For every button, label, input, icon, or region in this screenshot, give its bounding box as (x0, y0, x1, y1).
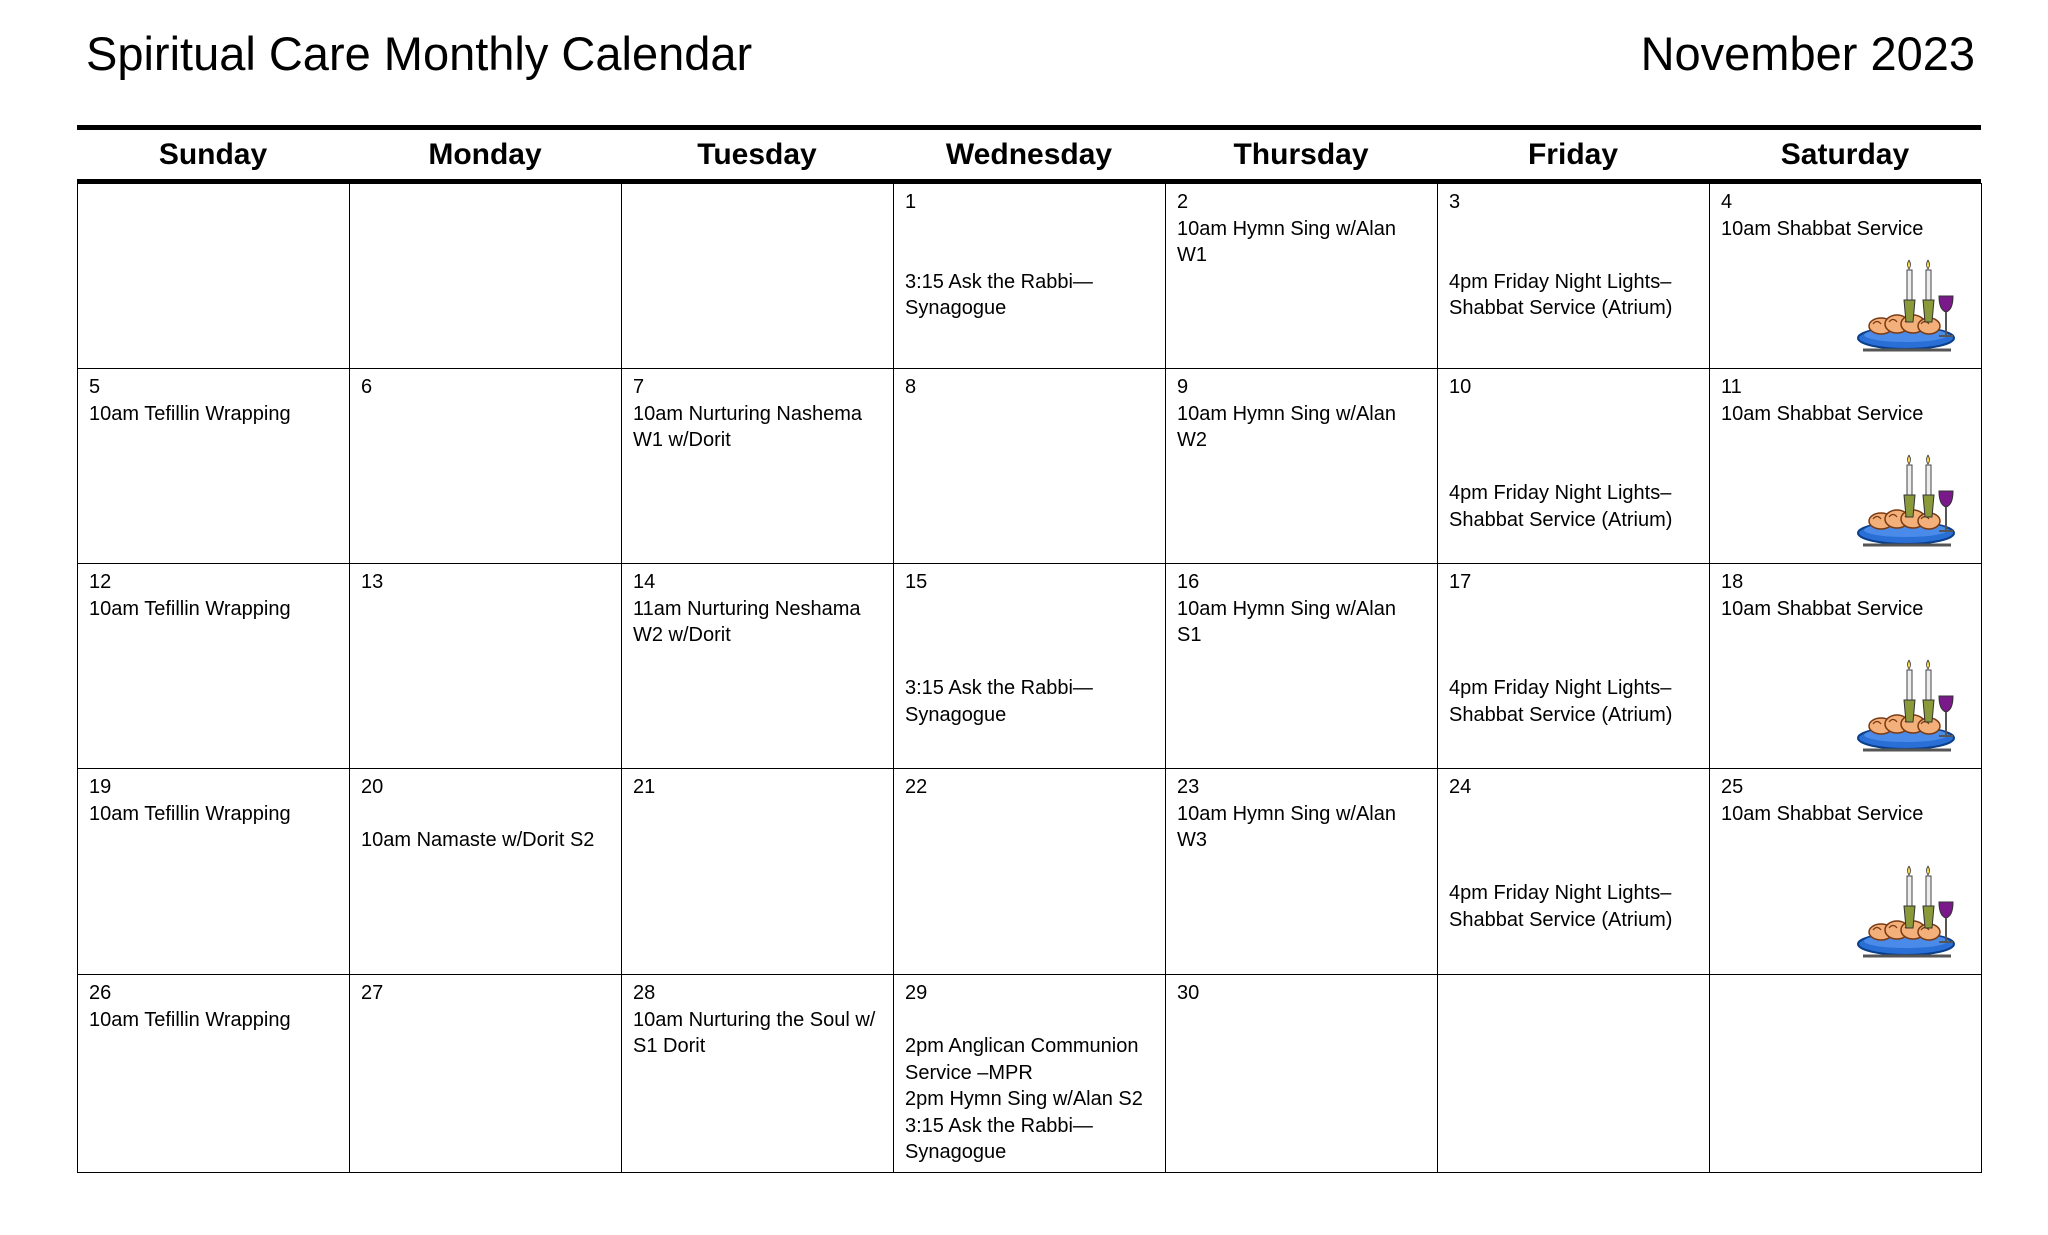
weekday-tuesday: Tuesday (697, 138, 817, 171)
day-number: 5 (89, 376, 101, 398)
day-cell-12 (78, 564, 350, 769)
day-number: 3 (1449, 191, 1461, 213)
week-row (78, 369, 1982, 564)
day-number: 10 (1449, 376, 1472, 398)
weekday-monday: Monday (428, 138, 542, 171)
calendar-event: 10am Hymn Sing w/Alan S1 (1177, 597, 1396, 646)
day-number: 2 (1177, 191, 1189, 213)
day-number: 8 (905, 376, 917, 398)
day-number: 22 (905, 776, 928, 798)
day-cell-27 (350, 975, 622, 1173)
day-cell-13 (350, 564, 622, 769)
day-number: 21 (633, 776, 656, 798)
day-cell-28 (622, 975, 894, 1173)
week-row (78, 564, 1982, 769)
day-cell-19 (78, 769, 350, 975)
calendar-event: 10am Nurturing Nashema W1 w/Dorit (633, 402, 862, 451)
day-number: 16 (1177, 571, 1200, 593)
shabbat-candles-challah-icon (1851, 658, 1963, 754)
calendar-event: 10am Hymn Sing w/Alan W3 (1177, 802, 1396, 851)
calendar-event: 10am Shabbat Service (1721, 217, 1924, 240)
calendar-event: 10am Tefillin Wrapping (89, 402, 291, 425)
weekday-saturday: Saturday (1780, 138, 1910, 171)
day-number: 1 (905, 191, 917, 213)
day-cell-8 (894, 369, 1166, 564)
day-cell-4 (1710, 184, 1982, 369)
day-cell-30 (1166, 975, 1438, 1173)
day-number: 28 (633, 982, 656, 1004)
calendar-event: 3:15 Ask the Rabbi— Synagogue (905, 1114, 1093, 1163)
day-cell-23 (1166, 769, 1438, 975)
day-number: 26 (89, 982, 112, 1004)
day-number: 12 (89, 571, 112, 593)
calendar-event: 10am Tefillin Wrapping (89, 597, 291, 620)
day-number: 13 (361, 571, 384, 593)
weekday-thursday: Thursday (1233, 138, 1369, 171)
day-number: 19 (89, 776, 112, 798)
day-cell-26 (78, 975, 350, 1173)
day-cell-7 (622, 369, 894, 564)
day-cell-6 (350, 369, 622, 564)
day-number: 6 (361, 376, 373, 398)
day-number: 4 (1721, 191, 1733, 213)
shabbat-candles-challah-icon (1851, 864, 1963, 960)
day-cell-14 (622, 564, 894, 769)
day-cell-11 (1710, 369, 1982, 564)
calendar-event: 10am Hymn Sing w/Alan W1 (1177, 217, 1396, 266)
day-number: 7 (633, 376, 645, 398)
day-cell-24 (1438, 769, 1710, 975)
day-cell-18 (1710, 564, 1982, 769)
calendar-event: 4pm Friday Night Lights– Shabbat Service (Atrium) (1449, 270, 1673, 319)
calendar-event: 10am Nurturing the Soul w/ S1 Dorit (633, 1008, 876, 1057)
calendar-event: 10am Namaste w/Dorit S2 (361, 829, 595, 851)
calendar-event: 2pm Anglican Communion Service –MPR (905, 1035, 1139, 1084)
calendar-event: 3:15 Ask the Rabbi— Synagogue (905, 677, 1093, 726)
day-number: 18 (1721, 571, 1744, 593)
calendar-event: 2pm Hymn Sing w/Alan S2 (905, 1088, 1143, 1110)
calendar-event: 3:15 Ask the Rabbi— Synagogue (905, 270, 1093, 319)
day-cell-9 (1166, 369, 1438, 564)
day-number: 20 (361, 776, 384, 798)
calendar-event: 10am Hymn Sing w/Alan W2 (1177, 402, 1396, 451)
day-cell-1 (894, 184, 1166, 369)
calendar-event: 10am Shabbat Service (1721, 597, 1924, 620)
calendar-event: 10am Shabbat Service (1721, 402, 1924, 425)
week-row (78, 769, 1982, 975)
day-number: 24 (1449, 776, 1472, 798)
empty-day-cell (1438, 975, 1710, 1173)
weekday-wednesday: Wednesday (945, 138, 1113, 171)
shabbat-candles-challah-icon (1851, 453, 1963, 549)
day-cell-3 (1438, 184, 1710, 369)
shabbat-candles-challah-icon (1851, 258, 1963, 354)
calendar-event: 11am Nurturing Neshama W2 w/Dorit (633, 597, 861, 646)
day-cell-16 (1166, 564, 1438, 769)
day-cell-20 (350, 769, 622, 975)
calendar-event: 10am Tefillin Wrapping (89, 1008, 291, 1031)
empty-day-cell (622, 184, 894, 369)
weekday-friday: Friday (1527, 138, 1619, 171)
day-cell-29 (894, 975, 1166, 1173)
day-cell-2 (1166, 184, 1438, 369)
calendar-event: 4pm Friday Night Lights– Shabbat Service (Atrium) (1449, 482, 1673, 531)
day-number: 25 (1721, 776, 1744, 798)
calendar-event: 4pm Friday Night Lights– Shabbat Service (Atrium) (1449, 882, 1673, 931)
day-number: 29 (905, 982, 928, 1004)
day-cell-17 (1438, 564, 1710, 769)
day-number: 11 (1721, 376, 1742, 398)
week-row (78, 975, 1982, 1173)
day-cell-5 (78, 369, 350, 564)
day-number: 15 (905, 571, 928, 593)
day-number: 23 (1177, 776, 1200, 798)
empty-day-cell (78, 184, 350, 369)
calendar-title: Spiritual Care Monthly Calendar (86, 27, 753, 80)
empty-day-cell (350, 184, 622, 369)
weekday-sunday: Sunday (158, 138, 268, 171)
calendar-event: 4pm Friday Night Lights– Shabbat Service (Atrium) (1449, 677, 1673, 726)
calendar-grid (77, 183, 1982, 1173)
day-number: 30 (1177, 982, 1200, 1004)
day-cell-10 (1438, 369, 1710, 564)
day-cell-25 (1710, 769, 1982, 975)
day-cell-15 (894, 564, 1166, 769)
day-cell-21 (622, 769, 894, 975)
day-number: 14 (633, 571, 656, 593)
weekday-header-row (77, 130, 1981, 180)
day-cell-22 (894, 769, 1166, 975)
week-row (78, 184, 1982, 369)
empty-day-cell (1710, 975, 1982, 1173)
day-number: 9 (1177, 376, 1189, 398)
day-number: 27 (361, 982, 384, 1004)
day-number: 17 (1449, 571, 1472, 593)
month-label: November 2023 (1640, 27, 1975, 80)
calendar-event: 10am Shabbat Service (1721, 802, 1924, 825)
calendar-event: 10am Tefillin Wrapping (89, 802, 291, 825)
